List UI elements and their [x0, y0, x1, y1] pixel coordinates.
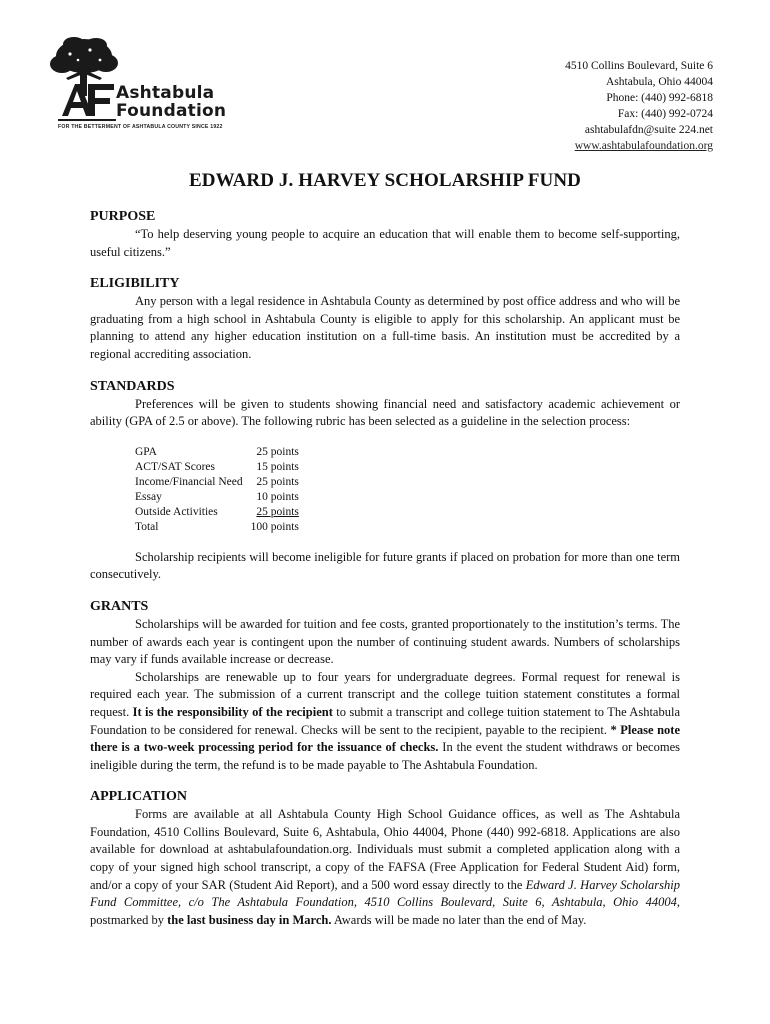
logo-line-foundation: Foundation	[116, 101, 227, 121]
rubric-table	[135, 445, 680, 535]
standards-heading: STANDARDS	[90, 378, 175, 394]
grants-heading: GRANTS	[90, 598, 149, 614]
page-title: EDWARD J. HARVEY SCHOLARSHIP FUND	[189, 170, 581, 191]
grants-emphasis: It is the responsibility of the recipient	[132, 704, 333, 719]
website-link[interactable]: www.ashtabulafoundation.org	[574, 140, 713, 152]
document-body	[90, 208, 680, 943]
address-phone: Phone: (440) 992-6818	[606, 92, 713, 104]
rubric-label: Essay	[135, 490, 162, 503]
address-fax: Fax: (440) 992-0724	[617, 108, 713, 120]
rubric-points: 25 points	[256, 445, 299, 458]
logo-tagline: FOR THE BETTERMENT OF ASHTABULA COUNTY SINCE 1922	[58, 124, 223, 130]
rubric-label: Outside Activities	[135, 505, 218, 518]
eligibility-text: Any person with a legal residence in Ashtabula County as determined by post office address and who will be graduating from a high school in Ashtabula County is eligible to apply for this scholarship. An applicant must be planning to attend any higher education institution on a full-time basis. An institution must be accredited by a regional accrediting association.	[90, 294, 680, 361]
eligibility-section	[90, 275, 680, 363]
application-section	[90, 788, 680, 929]
eligibility-heading: ELIGIBILITY	[90, 276, 180, 292]
grants-text: In the event the student withdraws or becomes ineligible during the term, the refund is to be made payable to The Ashtabula Foundation.	[90, 740, 680, 772]
logo-wordmark	[116, 84, 226, 120]
address-email: ashtabulafdn@suite 224.net	[584, 124, 713, 136]
logo-line-ashtabula: Ashtabula	[116, 83, 215, 103]
application-text-part: , postmarked by	[90, 895, 680, 927]
application-heading: APPLICATION	[90, 789, 187, 805]
address-block	[565, 58, 713, 154]
application-text	[90, 806, 680, 929]
standards-text: Preferences will be given to students showing financial need and satisfactory academic achievement or ability (GPA of 2.5 or above). The following rubric has been selected as a guideline in the selection process:	[90, 396, 680, 429]
address-city: Ashtabula, Ohio 44004	[605, 76, 713, 88]
application-deadline: the last business day in March.	[167, 912, 332, 927]
rubric-row	[135, 475, 299, 490]
grants-text: to submit a transcript and college tuition statement to The Ashtabula Foundation to be considered for renewal. Checks will be sent to the recipient, payable to the recipient.	[90, 704, 680, 737]
rubric-row	[135, 445, 299, 460]
rubric-points: 25 points	[256, 475, 299, 488]
purpose-section	[90, 208, 680, 261]
application-mailing-address: Edward J. Harvey Scholarship Fund Committee, c/o The Ashtabula Foundation, 4510 Collins Boulevard, Suite 6, Ashtabula, Ohio 44004	[90, 877, 680, 910]
grants-paragraph-2	[90, 669, 680, 775]
rubric-row	[135, 460, 299, 475]
rubric-row	[135, 490, 299, 505]
purpose-text: “To help deserving young people to acquire an education that will enable them to become self-supporting, useful citizens.”	[90, 227, 680, 259]
standards-section	[90, 378, 680, 584]
rubric-points: 25 points	[256, 505, 299, 518]
address-street: 4510 Collins Boulevard, Suite 6	[565, 60, 713, 72]
rubric-label: ACT/SAT Scores	[135, 460, 215, 473]
standards-note: Scholarship recipients will become ineligible for future grants if placed on probation for more than one term consecutively.	[90, 549, 680, 582]
grants-text: Scholarships are renewable up to four years for undergraduate degrees. Formal request for renewal is required each year. The submission of a current transcript and the college tuition statement constitutes a formal request.	[90, 669, 680, 719]
rubric-points: 100 points	[250, 520, 299, 533]
rubric-label: GPA	[135, 445, 157, 458]
rubric-total-row	[135, 520, 299, 535]
grants-paragraph-1: Scholarships will be awarded for tuition and fee costs, granted proportionately to the institution’s terms. The number of awards each year is contingent upon the number of continuing student awards. Numbers of scholarships may vary if funds available increase or decrease.	[90, 616, 680, 667]
rubric-points: 10 points	[256, 490, 299, 503]
rubric-row	[135, 505, 299, 520]
grants-section	[90, 598, 680, 774]
purpose-heading: PURPOSE	[90, 209, 156, 224]
rubric-label: Income/Financial Need	[135, 475, 243, 488]
rubric-label: Total	[135, 520, 159, 533]
application-text-part: Forms are available at all Ashtabula County High School Guidance offices, as well as The Ashtabula Foundation, 4510 Collins Boulevard, Suite 6, Ashtabula, Ohio 44004, Phone (440) 992-6818. Applications are also available for download at ashtabulafoundation.org. Individuals must submit a completed application along with a copy of your signed high school transcript, a copy of the FAFSA (Free Application for Federal Student Aid) form, and/or a copy of your SAR (Student Aid Report), and a 500 word essay directly to the	[90, 807, 680, 892]
foundation-logo	[44, 36, 244, 136]
application-text-part: Awards will be made no later than the end of May.	[331, 912, 587, 927]
rubric-points: 15 points	[256, 460, 299, 473]
grants-processing-note: * Please note there is a two-week processing period for the issuance of checks.	[90, 722, 680, 755]
